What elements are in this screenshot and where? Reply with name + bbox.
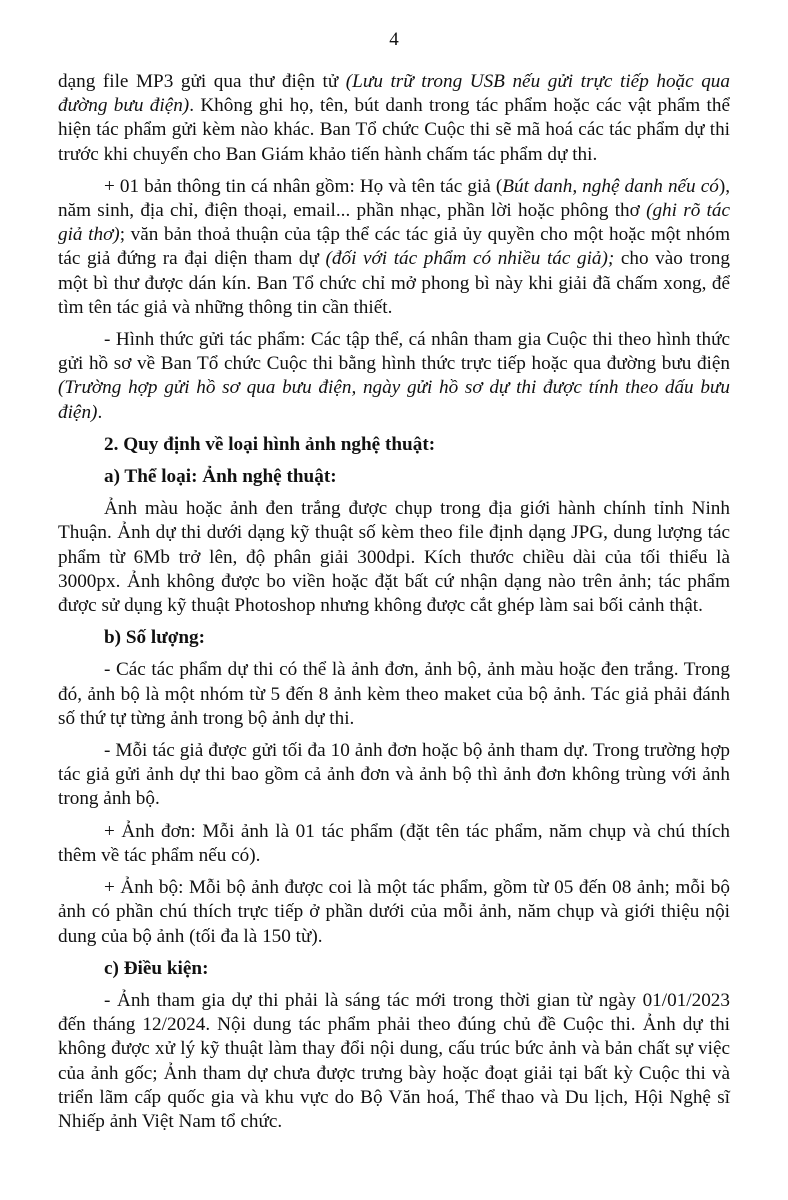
paragraph-submission-format: dạng file MP3 gửi qua thư điện tử (Lưu trữ trong USB nếu gửi trực tiếp hoặc qua đường bưu điện). Không ghi họ, tên, bút danh trong tác phẩm hoặc các vật phẩm thể hiện tác phẩm gửi kèm nào khác. Ban Tổ chức Cuộc thi sẽ mã hoá các tác phẩm dự thi trước khi chuyển cho Ban Giám khảo tiến hành chấm tác phẩm dự thi. (58, 71, 730, 165)
subheading-quantity: b) Số lượng: (104, 627, 206, 649)
section-heading-art-photo: 2. Quy định về loại hình ảnh nghệ thuật: (104, 433, 436, 455)
paragraph-genre: Ảnh màu hoặc ảnh đen trắng được chụp trong địa giới hành chính tỉnh Ninh Thuận. Ảnh dự thi dưới dạng kỹ thuật số kèm theo file định dạng JPG, dung lượng tác phẩm từ 6Mb trở lên, độ phân giải 300dpi. Kích thước chiều dài của tối thiểu là 3000px. Ảnh không được bo viền hoặc đặt bất cứ nhận dạng nào trên ảnh; tác phẩm được sử dụng kỹ thuật Photoshop nhưng không được cắt ghép làm sai bối cảnh thật. (58, 498, 730, 617)
paragraph-photo-set: + Ảnh bộ: Mỗi bộ ảnh được coi là một tác phẩm, gồm từ 05 đến 08 ảnh; mỗi bộ ảnh có phần chú thích trực tiếp ở phần dưới của mỗi ảnh, năm chụp và giới thiệu nội dung của bộ ảnh (tối đa là 150 từ). (58, 877, 730, 947)
subheading-conditions: c) Điều kiện: (104, 957, 209, 979)
paragraph-conditions: - Ảnh tham gia dự thi phải là sáng tác mới trong thời gian từ ngày 01/01/2023 đến tháng 12/2024. Nội dung tác phẩm phải theo đúng chủ đề Cuộc thi. Ảnh dự thi không được xử lý kỹ thuật làm thay đổi nội dung, cấu trúc bức ảnh và bản chất sự việc của ảnh gốc; Ảnh tham dự chưa được trưng bày hoặc đoạt giải tại bất kỳ Cuộc thi và triển lãm cấp quốc gia và khu vực do Bộ Văn hoá, Thể thao và Du lịch, Hội Nghệ sĩ Nhiếp ảnh Việt Nam tổ chức. (58, 989, 730, 1132)
page-number: 4 (389, 29, 399, 50)
subheading-genre: a) Thể loại: Ảnh nghệ thuật: (104, 466, 337, 488)
paragraph-quantity-max: - Mỗi tác giả được gửi tối đa 10 ảnh đơn hoặc bộ ảnh tham dự. Trong trường hợp tác giả gửi ảnh dự thi bao gồm cả ảnh đơn và ảnh bộ thì ảnh đơn không trùng với ảnh trong ảnh bộ. (58, 740, 730, 810)
paragraph-personal-info: + 01 bản thông tin cá nhân gồm: Họ và tên tác giả (Bút danh, nghệ danh nếu có), năm sinh, địa chỉ, điện thoại, email... phần nhạc, phần lời hoặc phông thơ (ghi rõ tác giả thơ); văn bản thoả thuận của tập thể các tác giả ủy quyền cho một hoặc một nhóm tác giả đứng ra đại diện tham dự (đối với tác phẩm có nhiều tác giả); cho vào trong một bì thư được dán kín. Ban Tổ chức chỉ mở phong bì này khi giải đã chấm xong, để tìm tên tác giả và những thông tin cần thiết. (58, 175, 730, 318)
paragraph-single-photo: + Ảnh đơn: Mỗi ảnh là 01 tác phẩm (đặt tên tác phẩm, năm chụp và chú thích thêm về tác phẩm nếu có). (58, 820, 730, 866)
paragraph-quantity-types: - Các tác phẩm dự thi có thể là ảnh đơn, ảnh bộ, ảnh màu hoặc đen trắng. Trong đó, ảnh bộ là một nhóm từ 5 đến 8 ảnh kèm theo maket của bộ ảnh. Tác giả phải đánh số thứ tự từng ảnh trong bộ ảnh dự thi. (58, 659, 730, 729)
paragraph-submission-method: - Hình thức gửi tác phẩm: Các tập thể, cá nhân tham gia Cuộc thi theo hình thức gửi hồ sơ về Ban Tổ chức Cuộc thi bằng hình thức trực tiếp hoặc qua đường bưu điện (Trường hợp gửi hồ sơ qua bưu điện, ngày gửi hồ sơ dự thi được tính theo dấu bưu điện). (58, 329, 730, 423)
